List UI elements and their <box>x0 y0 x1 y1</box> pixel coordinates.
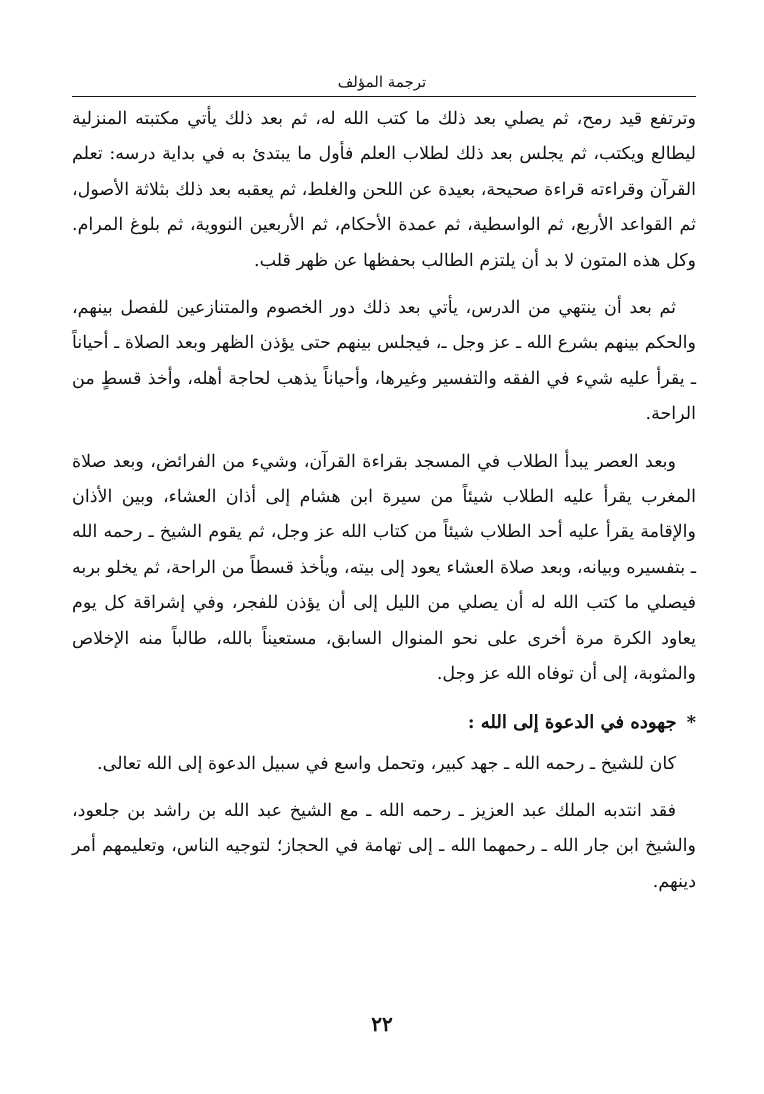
body-text <box>72 102 696 912</box>
running-header: ترجمة المؤلف <box>337 73 427 91</box>
paragraph: وبعد العصر يبدأ الطلاب في المسجد بقراءة القرآن، وشيء من الفرائض، وبعد صلاة المغرب يقرأ عليه الطلاب شيئاً من سيرة ابن هشام إلى أذان العشاء، وبين الأذان والإقامة يقرأ عليه أحد الطلاب شيئاً من كتاب الله عز وجل، ثم يقوم الشيخ ـ رحمه الله ـ بتفسيره وبيانه، وبعد صلاة العشاء يعود إلى بيته، ويأخذ قسطاً من الراحة، ثم يخلو بربه فيصلي ما كتب الله له أن يصلي من الليل إلى أن يؤذن للفجر، وفي إشراقة كل يوم يعاود الكرة مرة أخرى على نحو المنوال السابق، مستعيناً بالله، طالباً منه الإخلاص والمثوبة، إلى أن توفاه الله عز وجل. <box>72 451 696 685</box>
paragraph: كان للشيخ ـ رحمه الله ـ جهد كبير، وتحمل واسع في سبيل الدعوة إلى الله تعالى. <box>97 753 676 774</box>
paragraph: وترتفع قيد رمح، ثم يصلي بعد ذلك ما كتب الله له، ثم بعد ذلك يأتي مكتبته المنزلية ليطالع ويكتب، ثم يجلس بعد ذلك لطلاب العلم فأول ما يبتدئ به في بداية درسه: تعلم القرآن وقراءته قراءة صحيحة، بعيدة عن اللحن والغلط، ثم يعقبه بعد ذلك بثلاثة الأصول، ثم القواعد الأربع، ثم الواسطية، ثم عمدة الأحكام، ثم الأربعين النووية، ثم بلوغ المرام. وكل هذه المتون لا بد أن يلتزم الطالب بحفظها عن ظهر قلب. <box>72 109 696 271</box>
page-number: ٢٢ <box>371 1012 393 1036</box>
section-heading <box>72 705 696 741</box>
asterisk-bullet-icon: * <box>686 711 696 733</box>
section-heading-text: جهوده في الدعوة إلى الله : <box>467 711 677 733</box>
paragraph: فقد انتدبه الملك عبد العزيز ـ رحمه الله ـ مع الشيخ عبد الله بن راشد بن جلعود، والشيخ ابن جار الله ـ رحمهما الله ـ إلى تهامة في الحجاز؛ لتوجيه الناس، وتعليمهم أمر دينهم. <box>72 800 696 892</box>
paragraph: ثم بعد أن ينتهي من الدرس، يأتي بعد ذلك دور الخصوم والمتنازعين للفصل بينهم، والحكم بينهم بشرع الله ـ عز وجل ـ، فيجلس بينهم حتى يؤذن الظهر وبعد الصلاة ـ أحياناً ـ يقرأ عليه شيء في الفقه والتفسير وغيرها، وأحياناً يذهب لحاجة أهله، وأخذ قسطٍ من الراحة. <box>72 298 696 425</box>
header-rule <box>72 96 696 97</box>
